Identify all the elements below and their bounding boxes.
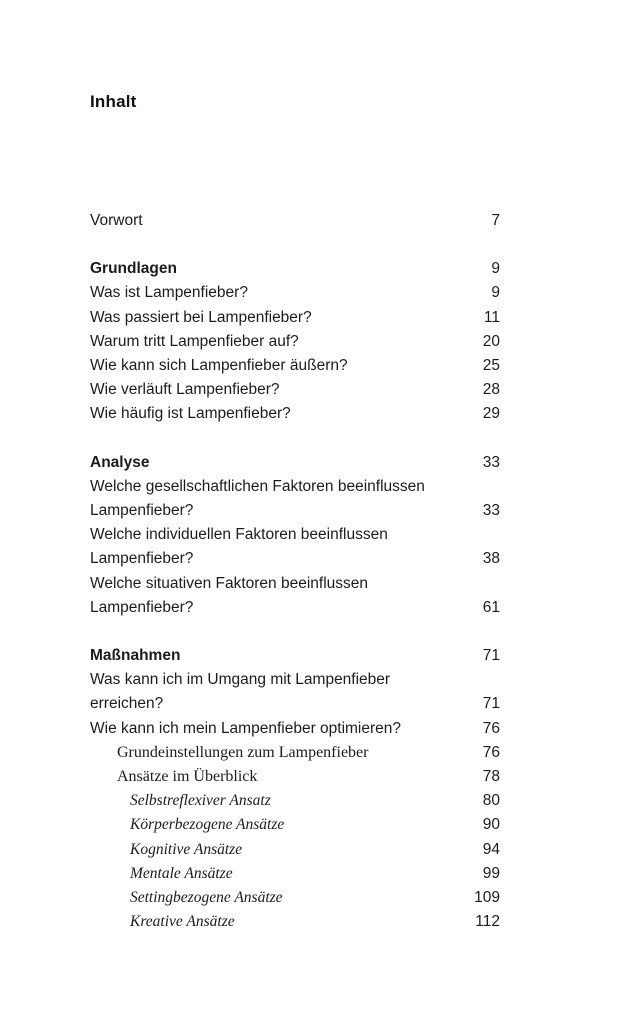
toc-entry-label: Wie kann sich Lampenfieber äußern? <box>90 357 348 375</box>
toc-entry-row <box>90 838 500 862</box>
toc-entry-row <box>90 378 500 402</box>
toc-entry-page-number: 94 <box>482 840 500 858</box>
toc-entry-row <box>90 306 500 330</box>
toc-entry-row <box>90 475 500 523</box>
toc-entry-page-number: 112 <box>475 913 500 931</box>
toc-entry-label: Ansätze im Überblick <box>117 768 258 786</box>
toc-entry-label: Welche individuellen Faktoren beeinflussen Lampenfieber? <box>90 526 388 568</box>
toc-entry-label: Wie häufig ist Lampenfieber? <box>90 405 291 423</box>
toc-entry-label: Welche gesellschaftlichen Faktoren beeinflussen Lampenfieber? <box>90 477 425 520</box>
toc-entry-label: Was passiert bei Lampenfieber? <box>90 308 312 326</box>
toc-entry-row <box>90 402 500 426</box>
toc-entry-label: Körperbezogene Ansätze <box>130 816 285 834</box>
toc-entry-page-number: 71 <box>482 647 500 665</box>
toc-entry-row <box>90 668 500 716</box>
toc-entry-label: Wie verläuft Lampenfieber? <box>90 381 280 399</box>
toc-entry-page-number: 76 <box>482 743 500 761</box>
toc-section-label: Grundlagen <box>90 260 177 278</box>
toc-section-row <box>90 644 500 668</box>
toc-entry-label: Selbstreflexiver Ansatz <box>130 792 271 810</box>
toc-entry-row <box>90 523 500 571</box>
toc-entry-row <box>90 886 500 910</box>
toc-entry-page-number: 99 <box>482 864 500 882</box>
toc-entry-label: Was ist Lampenfieber? <box>90 284 248 302</box>
toc-entry-page-number: 9 <box>491 260 500 278</box>
toc-entry-row <box>90 789 500 813</box>
toc-entry-row <box>90 765 500 789</box>
toc-section-label: Maßnahmen <box>90 647 181 665</box>
toc-entry-row <box>90 813 500 837</box>
toc-entry-label: Kreative Ansätze <box>130 913 235 931</box>
toc-entry-page-number: 28 <box>482 381 500 399</box>
toc-entry-row <box>90 572 500 620</box>
toc-entry-row <box>90 741 500 765</box>
toc-entry-page-number: 7 <box>491 212 500 229</box>
toc-entry-label: Warum tritt Lampenfieber auf? <box>90 332 299 350</box>
toc-entry-row <box>90 330 500 354</box>
toc-entry-label: Mentale Ansätze <box>130 864 233 882</box>
toc-entry-label: Was kann ich im Umgang mit Lampenfieber erreichen? <box>90 671 391 713</box>
toc-section-row <box>90 451 500 475</box>
toc-entry-label: Kognitive Ansätze <box>130 840 243 858</box>
toc-entry-row <box>90 209 500 233</box>
toc-entry-page-number: 76 <box>482 719 500 737</box>
toc-entry-page-number: 33 <box>482 453 500 471</box>
toc-entry-row <box>90 910 500 934</box>
toc-entry-page-number: 61 <box>482 598 500 616</box>
toc-entry-label: Welche situativen Faktoren beeinflussen Lampenfieber? <box>90 574 369 616</box>
toc-entry-row <box>90 354 500 378</box>
toc-entry-page-number: 71 <box>482 695 500 713</box>
toc-entry-page-number: 90 <box>482 816 500 834</box>
toc-entry-label: Wie kann ich mein Lampenfieber optimieren? <box>90 719 402 737</box>
toc-entry-page-number: 80 <box>482 792 500 810</box>
toc-entry-page-number: 20 <box>482 332 500 350</box>
toc-entry-page-number: 38 <box>482 550 500 568</box>
toc-entry-page-number: 29 <box>482 405 500 423</box>
toc-entry-page-number: 25 <box>482 357 500 375</box>
toc-entry-label: Grundeinstellungen zum Lampenfieber <box>117 743 369 761</box>
toc-entry-page-number: 78 <box>482 768 500 786</box>
toc-section-row <box>90 257 500 281</box>
toc-list <box>90 209 500 934</box>
toc-entry-row <box>90 717 500 741</box>
toc-entry-page-number: 109 <box>474 889 500 907</box>
page-title: Inhalt <box>90 92 137 111</box>
toc-entry-row <box>90 281 500 305</box>
toc-entry-page-number: 33 <box>482 502 500 520</box>
toc-entry-page-number: 11 <box>483 308 500 326</box>
toc-entry-row <box>90 862 500 886</box>
toc-entry-label: Vorwort <box>90 212 143 229</box>
toc-section-label: Analyse <box>90 453 150 471</box>
toc-entry-page-number: 9 <box>491 284 500 302</box>
toc-entry-label: Settingbezogene Ansätze <box>130 889 283 907</box>
